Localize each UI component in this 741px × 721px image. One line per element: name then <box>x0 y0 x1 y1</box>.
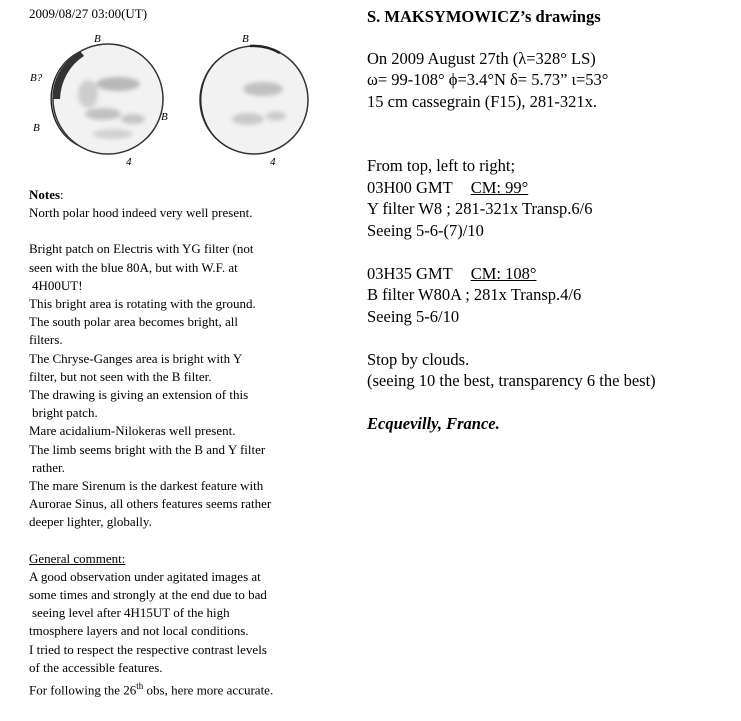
obs2-seeing: Seeing 5-6/10 <box>367 306 460 326</box>
mars-disk-left <box>30 33 168 168</box>
general-line: A good observation under agitated images at <box>29 568 261 584</box>
general-line: I tried to respect the respective contrast levels <box>29 641 267 657</box>
notes-line: North polar hood indeed very well present. <box>29 205 253 221</box>
general-line: seeing level after 4H15UT of the high <box>32 605 230 621</box>
telescope-info: 15 cm cassegrain (F15), 281-321x. <box>367 91 598 111</box>
label-bottom-right: 4 <box>270 156 276 168</box>
notes-line: Bright patch on Electris with YG filter (not <box>29 241 254 257</box>
label-left-lower: B <box>33 122 40 134</box>
scale-legend: (seeing 10 the best, transparency 6 the best) <box>367 371 656 390</box>
label-top-left: B <box>94 33 101 45</box>
notes-line: filter, but not seen with the B filter. <box>29 368 212 384</box>
notes-line: Mare acidalium-Nilokeras well present. <box>29 423 236 439</box>
notes-line: The Chryse-Ganges area is bright with Y <box>29 350 243 366</box>
notes-line: seen with the blue 80A, but with W.F. at <box>29 259 238 275</box>
notes-line: deeper lighter, globally. <box>29 514 152 530</box>
notes-line: rather. <box>32 459 65 475</box>
general-line: For following the 26th obs, here more accurate. <box>29 681 274 698</box>
label-right: B <box>161 111 168 123</box>
notes-heading: Notes: <box>29 187 64 202</box>
observation-details <box>367 6 727 435</box>
notes-line: filters. <box>29 332 63 348</box>
stop-note: Stop by clouds. <box>367 349 470 369</box>
notes-line: The mare Sirenum is the darkest feature with <box>29 478 264 494</box>
obs1-cm: CM: 99° <box>470 177 529 197</box>
observation-date: On 2009 August 27th (λ=328° LS) <box>367 48 596 68</box>
obs1-seeing: Seeing 5-6-(7)/10 <box>367 220 484 240</box>
notes-column <box>29 186 349 700</box>
obs1-time-row: 03H00 GMT CM: 99° <box>367 177 529 197</box>
obs1-filter: Y filter W8 ; 281-321x Transp.6/6 <box>367 199 593 218</box>
label-bottom: 4 <box>126 156 132 168</box>
obs2-time-row: 03H35 GMT CM: 108° <box>367 263 537 283</box>
drawing-order: From top, left to right; <box>367 156 516 175</box>
notes-line: The drawing is giving an extension of this <box>29 387 249 403</box>
general-line: tmosphere layers and not local conditions. <box>29 623 249 639</box>
general-line: of the accessible features. <box>29 659 163 675</box>
observation-params: ω= 99-108° ϕ=3.4°N δ= 5.73” ι=53° <box>367 70 609 89</box>
observation-datetime: 2009/08/27 03:00(UT) <box>29 6 148 21</box>
notes-line: 4H00UT! <box>32 277 83 293</box>
notes-line: Aurorae Sinus, all others features seems rather <box>29 496 272 512</box>
notes-line: The limb seems bright with the B and Y filter <box>29 441 266 457</box>
page-title: S. MAKSYMOWICZ’s drawings <box>367 7 601 26</box>
obs2-cm: CM: 108° <box>470 263 537 283</box>
mars-disk-right <box>200 33 308 168</box>
notes-line: This bright area is rotating with the ground. <box>29 296 256 312</box>
obs2-filter: B filter W80A ; 281x Transp.4/6 <box>367 285 582 304</box>
general-comment-heading: General comment: <box>29 550 126 566</box>
general-line: some times and strongly at the end due to bad <box>29 587 267 603</box>
label-left-upper: B? <box>30 72 43 84</box>
notes-line: The south polar area becomes bright, all <box>29 314 239 330</box>
notes-line: bright patch. <box>32 405 98 421</box>
location: Ecquevilly, France. <box>367 414 500 433</box>
mars-drawings <box>18 24 318 174</box>
label-top-right: B <box>242 33 249 45</box>
